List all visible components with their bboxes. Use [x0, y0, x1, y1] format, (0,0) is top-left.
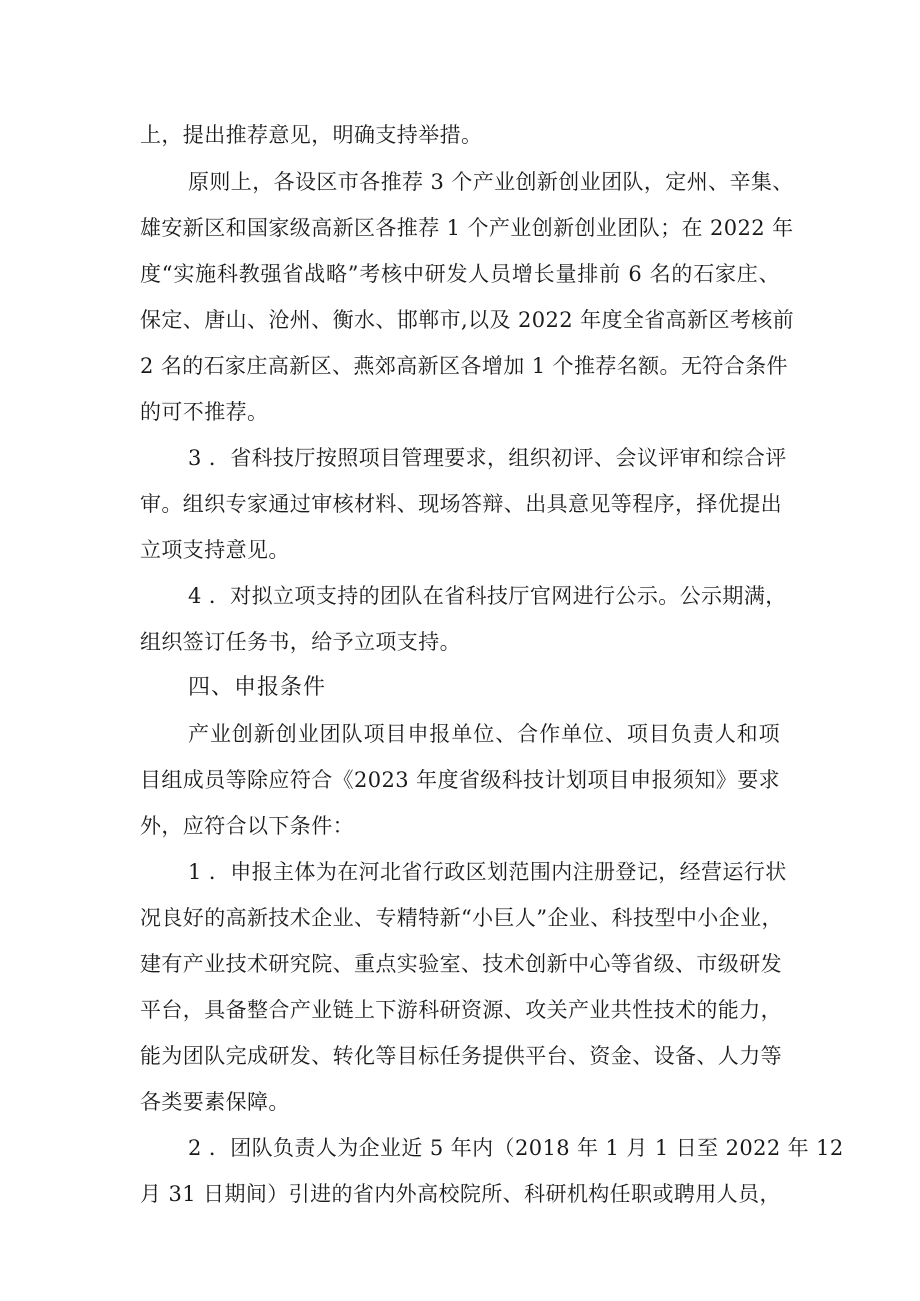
paragraph-line: 审。组织专家通过审核材料、现场答辩、出具意见等程序，择优提出: [140, 492, 782, 516]
paragraph-line: 各类要素保障。: [140, 1090, 290, 1114]
paragraph-line: 能为团队完成研发、转化等目标任务提供平台、资金、设备、人力等: [140, 1044, 782, 1068]
paragraph-line: 4 ．对拟立项支持的团队在省科技厅官网进行公示。公示期满，: [188, 584, 787, 608]
paragraph-line: 目组成员等除应符合《2023 年度省级科技计划项目申报须知》要求: [140, 768, 780, 792]
paragraph-line: 外，应符合以下条件：: [140, 814, 354, 838]
paragraph-line: 的可不推荐。: [140, 400, 269, 424]
paragraph-line: 产业创新创业团队项目申报单位、合作单位、项目负责人和项: [188, 722, 780, 746]
paragraph-line: 2 名的石家庄高新区、燕郊高新区各增加 1 个推荐名额。无符合条件: [140, 354, 788, 378]
paragraph-line: 月 31 日期间）引进的省内外高校院所、科研机构任职或聘用人员，: [140, 1182, 781, 1206]
paragraph-line: 上，提出推荐意见，明确支持举措。: [140, 123, 483, 147]
paragraph-line: 度“实施科教强省战略”考核中研发人员增长量排前 6 名的石家庄、: [140, 262, 780, 286]
paragraph-line: 况良好的高新技术企业、专精特新“小巨人”企业、科技型中小企业，: [140, 906, 783, 930]
paragraph-line: 保定、唐山、沧州、衡水、邯郸市,以及 2022 年度全省高新区考核前: [140, 308, 795, 332]
section-heading: 四、申报条件: [188, 675, 327, 700]
paragraph-line: 原则上，各设区市各推荐 3 个产业创新创业团队，定州、辛集、: [188, 170, 794, 194]
paragraph-line: 建有产业技术研究院、重点实验室、技术创新中心等省级、市级研发: [140, 952, 782, 976]
paragraph-line: 1 ．申报主体为在河北省行政区划范围内注册登记，经营运行状: [188, 860, 787, 884]
paragraph-line: 2 ．团队负责人为企业近 5 年内（2018 年 1 月 1 日至 2022 年 12: [188, 1136, 844, 1160]
paragraph-line: 组织签订任务书，给予立项支持。: [140, 630, 461, 654]
paragraph-line: 雄安新区和国家级高新区各推荐 1 个产业创新创业团队；在 2022 年: [140, 216, 794, 240]
paragraph-line: 3 ．省科技厅按照项目管理要求，组织初评、会议评审和综合评: [188, 446, 787, 470]
paragraph-line: 立项支持意见。: [140, 538, 290, 562]
paragraph-line: 平台，具备整合产业链上下游科研资源、攻关产业共性技术的能力，: [140, 998, 782, 1022]
